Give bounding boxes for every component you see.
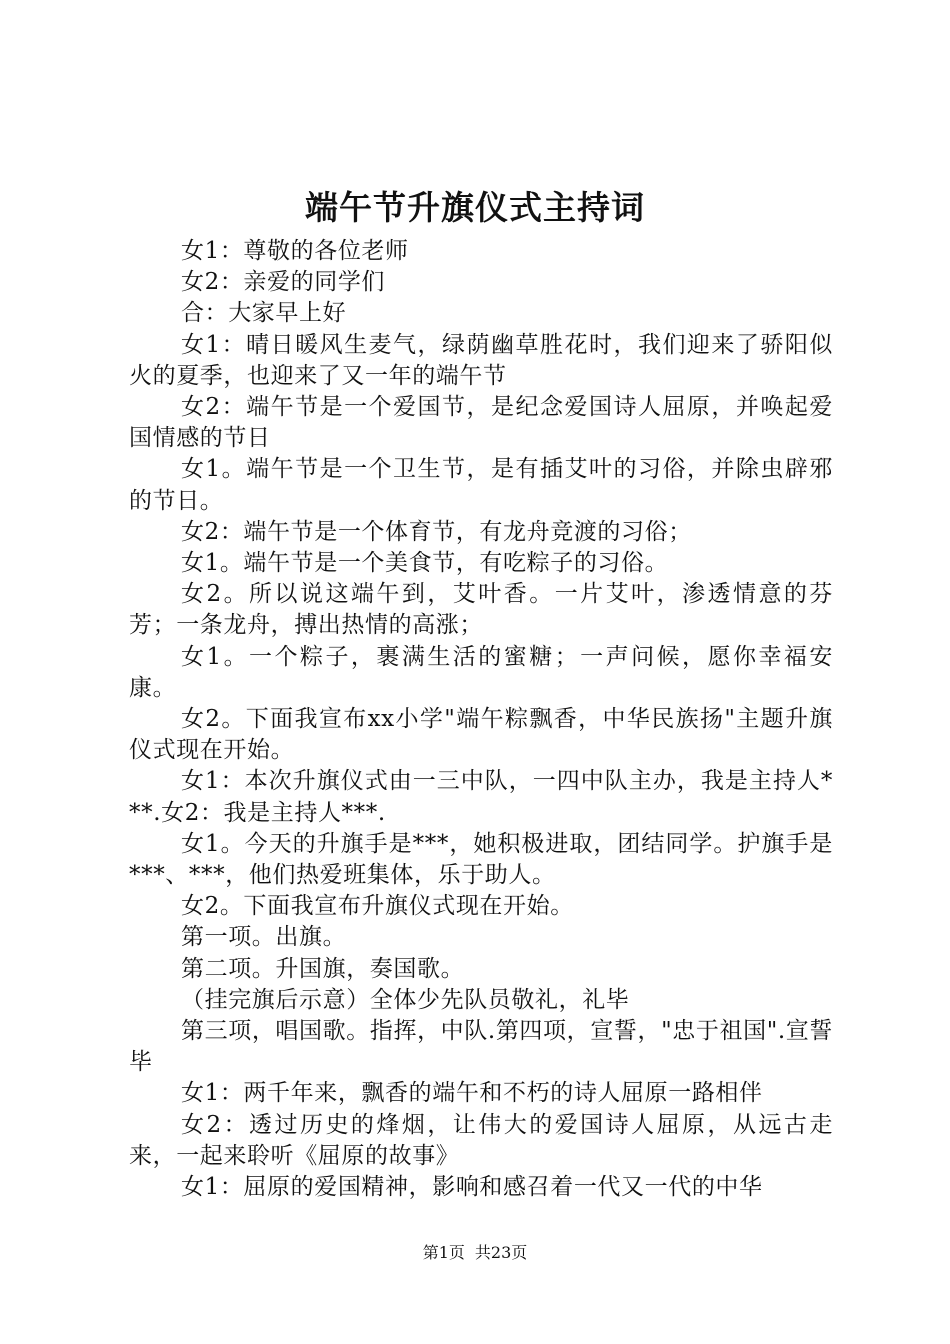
- paragraph: 女2：亲爱的同学们: [181, 269, 386, 296]
- page-number: 第1页: [422, 1243, 465, 1262]
- paragraph: 女1。一个粽子，裹满生活的蜜糖；一声问候，愿你幸福安康。: [129, 643, 833, 701]
- paragraph: 女1。端午节是一个美食节，有吃粽子的习俗。: [181, 550, 669, 577]
- paragraph: 女1：尊敬的各位老师: [181, 238, 409, 264]
- paragraph: 第二项。升国旗，奏国歌。: [181, 955, 465, 982]
- document-body: [129, 236, 833, 1203]
- paragraph: 女2：端午节是一个爱国节，是纪念爱国诗人屈原，并唤起爱国情感的节日: [129, 394, 833, 452]
- paragraph: 女1：晴日暖风生麦气，绿荫幽草胜花时，我们迎来了骄阳似火的夏季，也迎来了又一年的端午节: [129, 331, 833, 389]
- paragraph: 第三项，唱国歌。指挥，中队.第四项，宣誓，"忠于祖国".宣誓毕: [129, 1018, 833, 1076]
- paragraph: 第一项。出旗。: [181, 924, 347, 951]
- paragraph: 女1。今天的升旗手是***，她积极进取，团结同学。护旗手是***、***，他们热爱班集体，乐于助人。: [129, 830, 833, 889]
- paragraph: 合：大家早上好: [181, 300, 347, 327]
- page-footer: [0, 1241, 950, 1265]
- paragraph: 女1：两千年来，飘香的端午和不朽的诗人屈原一路相伴: [181, 1080, 763, 1107]
- paragraph: 女2：透过历史的烽烟，让伟大的爱国诗人屈原，从远古走来，一起来聆听《屈原的故事》: [129, 1111, 833, 1169]
- document-title: 端午节升旗仪式主持词: [305, 188, 645, 227]
- paragraph: 女1：本次升旗仪式由一三中队，一四中队主办，我是主持人***.女2：我是主持人***.: [129, 768, 833, 826]
- paragraph: 女2。下面我宣布xx小学"端午粽飘香，中华民族扬"主题升旗仪式现在开始。: [129, 706, 833, 764]
- paragraph: 女1：屈原的爱国精神，影响和感召着一代又一代的中华: [181, 1174, 763, 1201]
- paragraph: （挂完旗后示意）全体少先队员敬礼，礼毕: [181, 986, 630, 1013]
- paragraph: 女2。下面我宣布升旗仪式现在开始。: [181, 893, 574, 920]
- page-total: 共23页: [474, 1243, 528, 1262]
- paragraph: 女2：端午节是一个体育节，有龙舟竞渡的习俗；: [181, 518, 692, 545]
- paragraph: 女2。所以说这端午到，艾叶香。一片艾叶，渗透情意的芬芳；一条龙舟，搏出热情的高涨；: [129, 581, 833, 639]
- paragraph: 女1。端午节是一个卫生节，是有插艾叶的习俗，并除虫辟邪的节日。: [129, 456, 833, 514]
